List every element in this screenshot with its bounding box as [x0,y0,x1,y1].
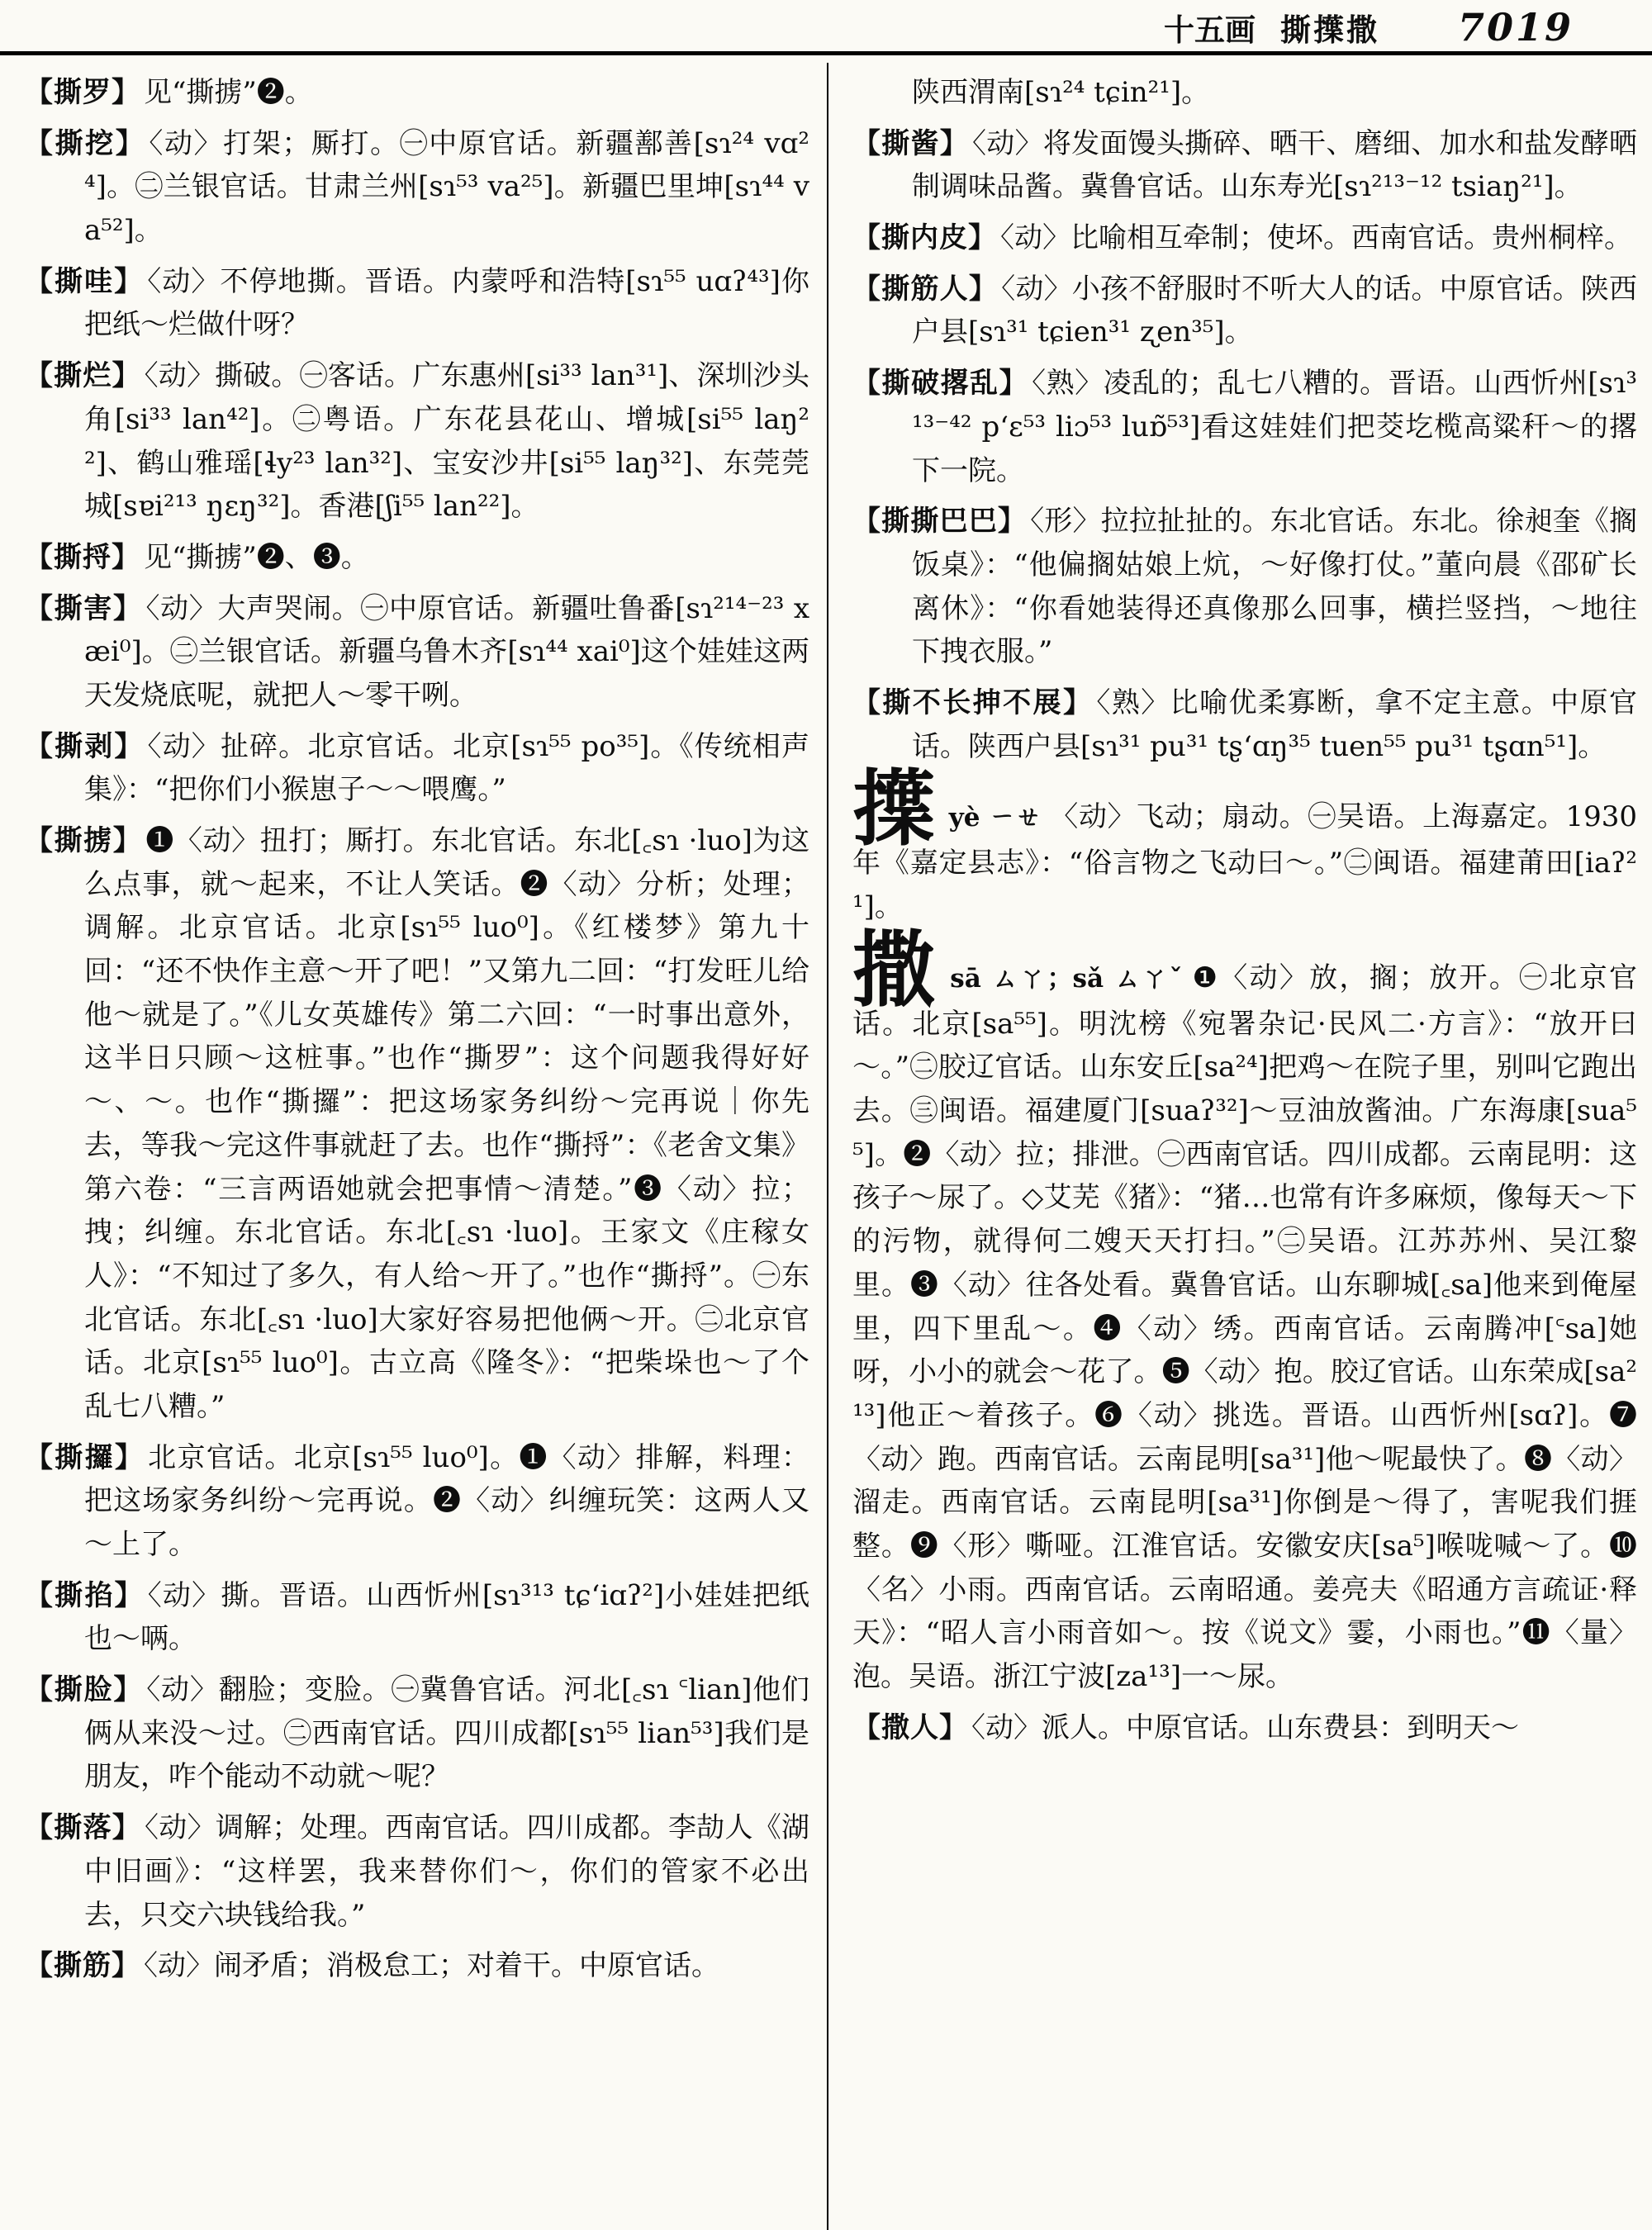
entry-headword: 【撒人】 [852,1710,968,1744]
entry-headword: 【撕酱】 [852,126,970,160]
dict-entry [25,1574,809,1661]
entry-body: 〈动〉翻脸；变脸。㊀冀鲁官话。河北[꜀sɿ ꜂lian]他们俩从来没～过。㊁西南官话。四川成都[sɿ⁵⁵ lian⁵³]我们是朋友，咋个能动不动就～呢？ [84,1673,809,1794]
dict-entry [25,536,809,580]
character-head-entry [852,920,1637,1699]
entry-body: 〈动〉比喻相互牵制；使坏。西南官话。贵州桐梓。 [1000,221,1632,255]
dict-entry [25,819,809,1429]
entry-body: 〈动〉撕破。㊀客话。广东惠州[si³³ lan³¹]、深圳沙头角[si³³ lan⁴²]。㊁粤语。广东花县花山、增城[si⁵⁵ laŋ²²]、鹤山雅瑶[ɬy²³ lan³²]、宝安沙井[si⁵⁵ laŋ³²]、东莞莞城[sɐi²¹³ ŋɛŋ³²]。香港[ʃi⁵⁵ lan²²]。 [84,359,809,524]
entry-body: 〈动〉不停地撕。晋语。内蒙呼和浩特[sɿ⁵⁵ uɑʔ⁴³]你把纸～烂做什呀？ [84,264,809,342]
entry-body: 〈动〉打架；厮打。㊀中原官话。新疆鄯善[sɿ²⁴ vɑ²⁴]。㊁兰银官话。甘肃兰州[sɿ⁵³ va²⁵]。新疆巴里坤[sɿ⁴⁴ va⁵²]。 [84,126,809,248]
entry-body: ❶〈动〉扭打；厮打。东北官话。东北[꜀sɿ ·luo]为这么点事，就～起来，不让人笑话。❷〈动〉分析；处理；调解。北京官话。北京[sɿ⁵⁵ luo⁰]。《红楼梦》第九十回：“还不快作主意～开了吧！”又第九二回：“打发旺儿给他～就是了。”《儿女英雄传》第二六回：“一时事出意外，这半日只顾～这桩事。”也作“撕罗”：这个问题我得好好～、～。也作“撕攞”：把这场家务纠纷～完再说｜你先去，等我～完这件事就赶了去。也作“撕捋”：《老舍文集》第六卷：“三言两语她就会把事情～清楚。”❸〈动〉拉；拽；纠缠。东北官话。东北[꜀sɿ ·luo]。王家文《庄稼女人》：“不知过了多久，有人给～开了。”也作“撕捋”。㊀东北官话。东北[꜀sɿ ·luo]大家好容易把他俩～开。㊁北京官话。北京[sɿ⁵⁵ luo⁰]。古立高《隆冬》：“把柴垛也～了个乱七八糟。” [84,824,809,1423]
dict-entry [25,1436,809,1567]
page-number: 7019 [1457,5,1574,50]
entry-body: ❶〈动〉放，搁；放开。㊀北京官话。北京[sa⁵⁵]。明沈榜《宛署杂记·民风二·方言》：“放开曰～。”㊁胶辽官话。山东安丘[sa²⁴]把鸡～在院子里，别叫它跑出去。㊂闽语。福建厦门[suaʔ³²]～豆油放酱油。广东海康[sua⁵⁵]。❷〈动〉拉；排泄。㊀西南官话。四川成都。云南昆明：这孩子～尿了。◇艾芜《猪》：“猪…也常有许多麻烦，像每天～下的污物，就得何二嫂天天打扫。”㊁吴语。江苏苏州、吴江黎里。❸〈动〉往各处看。冀鲁官话。山东聊城[꜀sa]他来到俺屋里，四下里乱～。❹〈动〉绣。西南官话。云南腾冲[꜂sa]她呀，小小的就会～花了。❺〈动〉抱。胶辽官话。山东荣成[sa²¹³]他正～着孩子。❻〈动〉挑选。晋语。山西忻州[sɑʔ]。❼〈动〉跑。西南官话。云南昆明[sa³¹]他～呢最快了。❽〈动〉溜走。西南官话。云南昆明[sa³¹]你倒是～得了，害呢我们捱整。❾〈形〉嘶哑。江淮官话。安徽安庆[sa⁵]喉咙喊～了。❿〈名〉小雨。西南官话。云南昭通。姜亮夫《昭通方言疏证·释天》：“昭人言小雨音如～。按《说文》霎，小雨也。”⓫〈量〉泡。吴语。浙江宁波[za¹³]一～尿。 [852,961,1637,1693]
entry-body: 〈动〉撕。晋语。山西忻州[sɿ³¹³ tɕʻiɑʔ²]小娃娃把纸也～唡。 [84,1578,809,1656]
entry-headword: 【撕撕巴巴】 [852,505,1028,539]
entry-headword: 【撕挖】 [25,126,146,160]
entry-head-character: 擛 [852,760,936,858]
dict-entry [852,1706,1637,1750]
entry-headword: 【撕攞】 [25,1440,145,1474]
entry-headword: 【撕罗】 [25,76,140,109]
entry-body: 〈熟〉比喻优柔寡断，拿不定主意。中原官话。陕西户县[sɿ³¹ pu³¹ tʂʻɑŋ³⁵ tuen⁵⁵ pu³¹ tʂɑn⁵¹]。 [912,686,1637,763]
entry-body: 〈动〉大声哭闹。㊀中原官话。新疆吐鲁番[sɿ²¹⁴⁻²³ xæi⁰]。㊁兰银官话。新疆乌鲁木齐[sɿ⁴⁴ xai⁰]这个娃娃这两天发烧底呢，就把人～零干咧。 [84,591,809,712]
entry-body: 陕西渭南[sɿ²⁴ tɕin²¹]。 [912,76,1210,109]
entry-head-character: 撒 [852,920,938,1018]
entry-body: 见“撕掳”❷。 [144,76,313,109]
entry-headword: 【撕内皮】 [852,221,997,255]
dict-entry [25,1806,809,1937]
dict-entry [25,725,809,812]
entry-headword: 【撕剥】 [25,729,145,763]
entry-body: 〈动〉扯碎。北京官话。北京[sɿ⁵⁵ po³⁵]。《传统相声集》：“把你们小猴崽子～～喂鹰。” [84,729,809,807]
entry-headword: 【撕掐】 [25,1578,145,1612]
entry-body: 北京官话。北京[sɿ⁵⁵ luo⁰]。❶〈动〉排解，料理：把这场家务纠纷～完再说。❷〈动〉纠缠玩笑：这两人又～上了。 [84,1440,809,1561]
entry-body: 〈形〉拉拉扯扯的。东北官话。东北。徐昶奎《搁饭桌》：“他偏搁姑娘上炕，～好像打仗。”董向晨《邵矿长离休》：“你看她装得还真像那么回事，横拦竖挡，～地往下拽衣服。” [912,505,1637,669]
dict-entry [25,122,809,253]
entry-headword: 【撕掳】 [25,824,143,857]
dict-entry [852,362,1637,492]
dict-entry [852,122,1637,209]
entry-headword: 【撕害】 [25,591,143,625]
dict-entry [852,681,1637,768]
entry-continuation [852,71,1637,115]
entry-headword: 【撕破撂乱】 [852,367,1029,401]
entry-headword: 【撕烂】 [25,359,141,393]
entry-body: 〈动〉将发面馒头撕碎、晒干、磨细、加水和盐发酵晒制调味品酱。冀鲁官话。山东寿光[sɿ²¹³⁻¹² tsiaŋ²¹]。 [912,126,1637,204]
entry-pronunciation: yè ㄧㄝ [948,803,1042,833]
entry-pronunciation: sā ㄙㄚ；sǎ ㄙㄚˇ [950,963,1184,994]
dict-entry [852,500,1637,674]
entry-headword: 【撕筋人】 [852,272,999,306]
entry-headword: 【撕哇】 [25,264,145,298]
page-header [0,5,1574,50]
entry-body: 〈动〉派人。中原官话。山东费县：到明天～ [971,1710,1519,1744]
entry-body: 见“撕掳”❷、❸。 [144,540,369,574]
entry-headword: 【撕脸】 [25,1673,144,1707]
entry-headword: 【撕不长抻不展】 [852,686,1094,719]
entry-body: 〈动〉飞动；扇动。㊀吴语。上海嘉定。1930年《嘉定县志》：“俗言物之飞动曰～。”㊁闽语。福建莆田[iaʔ²¹]。 [852,800,1637,923]
dict-entry [25,1668,809,1799]
entry-body: 〈动〉小孩不舒服时不听大人的话。中原官话。陕西户县[sɿ³¹ tɕien³¹ ʐen³⁵]。 [912,272,1637,349]
entry-body: 〈熟〉凌乱的；乱七八糟的。晋语。山西忻州[sɿ³¹³⁻⁴² pʻɛ⁵³ liɔ⁵³ luɒ̃⁵³]看这娃娃们把茭圪榄高粱秆～的撂下一院。 [912,367,1637,487]
entry-headword: 【撕落】 [25,1811,142,1845]
dict-entry [852,216,1637,260]
right-column [852,71,1637,2225]
entry-headword: 【撕捋】 [25,540,140,574]
entry-headword: 【撕筋】 [25,1949,140,1983]
dict-entry [25,1944,809,1988]
entry-body: 〈动〉调解；处理。西南官话。四川成都。李劼人《湖中旧画》：“这样罢，我来替你们～，你们的管家不必出去，只交六块钱给我。” [84,1811,809,1932]
dict-entry [25,587,809,718]
dict-entry [25,260,809,347]
dict-entry [852,268,1637,354]
column-divider [827,63,828,2230]
left-column [25,71,809,2225]
header-rule [0,51,1652,55]
header-headword-characters: 撕擛撒 [1279,12,1379,48]
character-head-entry [852,760,1637,928]
dict-entry [25,71,809,115]
entry-body: 〈动〉闹矛盾；消极怠工；对着干。中原官话。 [144,1949,719,1983]
dict-entry [25,354,809,529]
header-stroke-section: 十五画 [1163,12,1256,48]
